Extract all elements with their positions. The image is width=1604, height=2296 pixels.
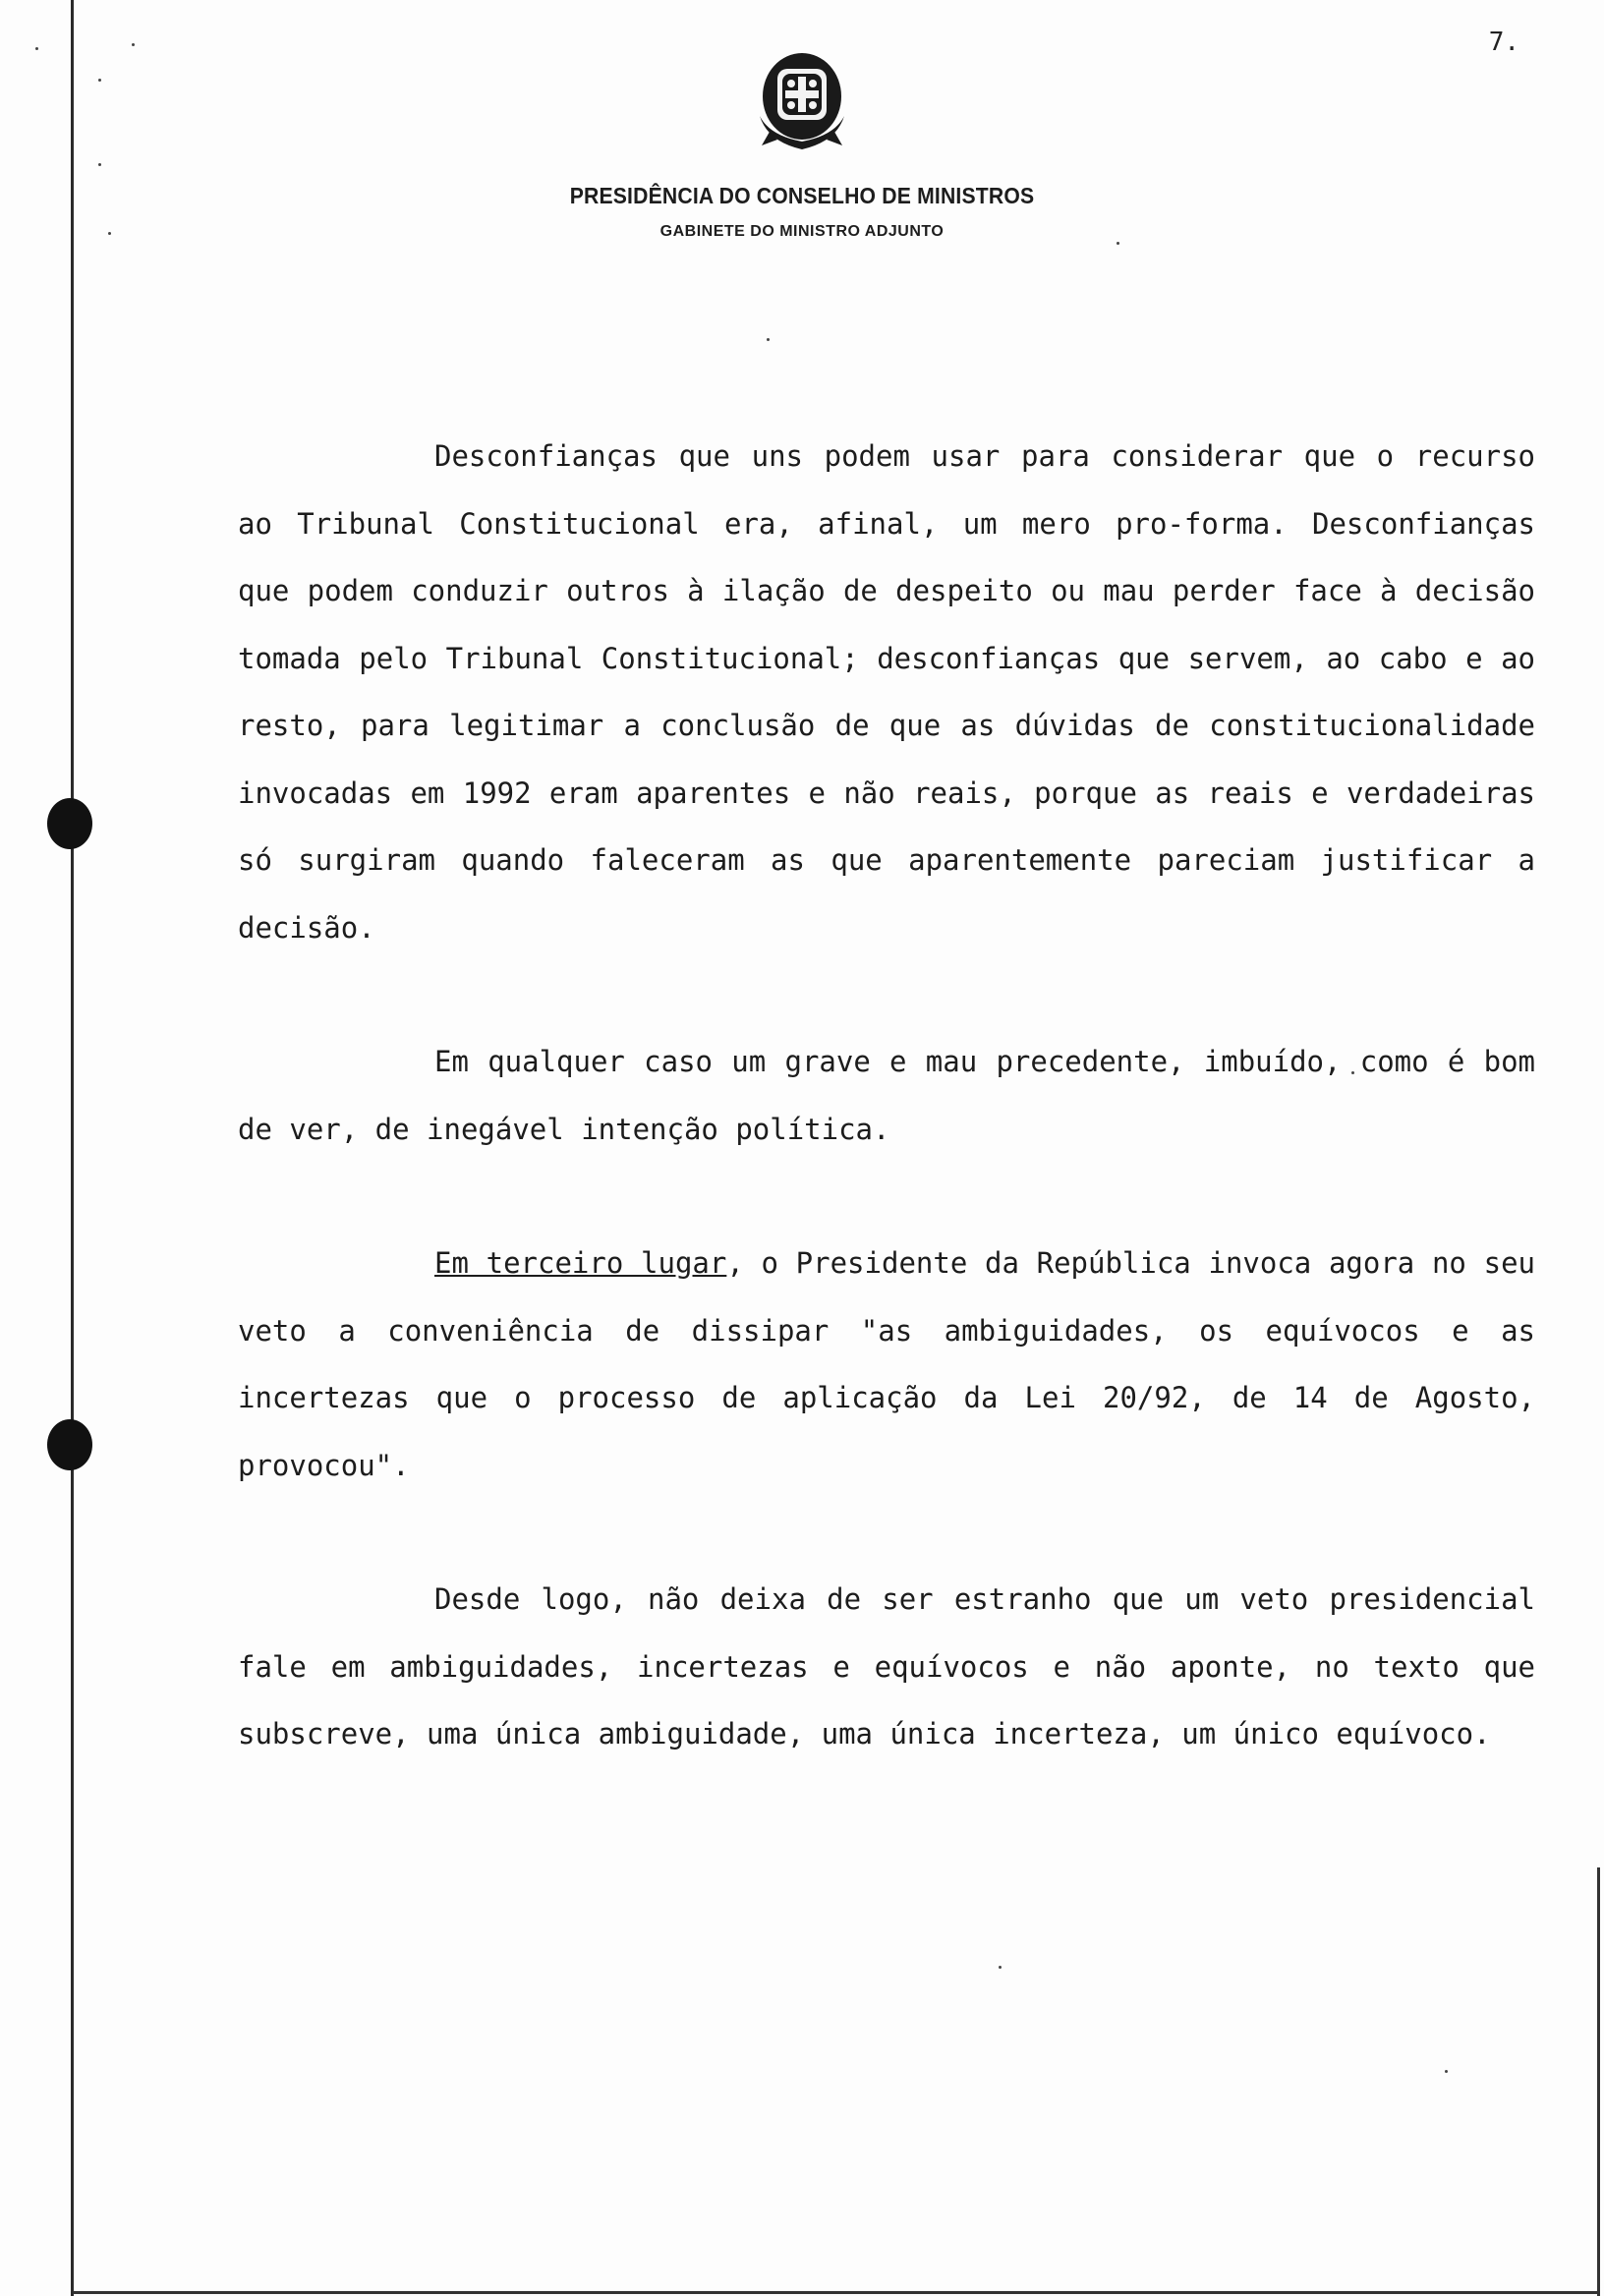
letterhead xyxy=(0,47,1604,241)
paragraph-text: Desde logo, não deixa de ser estranho que um veto presidencial fale em ambiguidades, incertezas e equívocos e não aponte, no texto que subscreve, uma única ambiguidade, uma única incerteza, um único equívoco. xyxy=(238,1582,1535,1751)
scan-speck xyxy=(132,43,135,46)
paragraph-2 xyxy=(238,1028,1535,1163)
scan-speck xyxy=(1445,2070,1448,2073)
paragraph-4 xyxy=(238,1566,1535,1768)
paragraph-text: Em qualquer caso um grave e mau precedente, imbuído, como é bom de ver, de inegável intenção política. xyxy=(238,1045,1535,1146)
page-number: 7. xyxy=(1488,28,1519,57)
scan-speck xyxy=(767,338,770,341)
scan-border-right xyxy=(1597,1867,1600,2296)
office-name: GABINETE DO MINISTRO ADJUNTO xyxy=(659,223,945,240)
scan-border-left xyxy=(71,0,74,2296)
paragraph-1 xyxy=(238,423,1535,961)
coat-of-arms-icon xyxy=(748,47,856,157)
paragraph-3 xyxy=(238,1230,1535,1499)
underlined-lead: Em terceiro lugar xyxy=(434,1246,727,1280)
paragraph-text: , o Presidente da República invoca agora no seu veto a conveniência de dissipar "as ambiguidades, os equívocos e as incertezas que o processo de aplicação da Lei 20/92, de 14 de Agosto, provocou". xyxy=(238,1246,1535,1482)
scan-speck xyxy=(999,1966,1002,1969)
scan-speck xyxy=(1117,242,1119,245)
organization-name: PRESIDÊNCIA DO CONSELHO DE MINISTROS xyxy=(569,183,1035,208)
punch-hole-lower xyxy=(47,1419,92,1470)
document-body xyxy=(238,423,1535,1835)
paragraph-text: Desconfianças que uns podem usar para considerar que o recurso ao Tribunal Constitucional era, afinal, um mero pro-forma. Desconfianças que podem conduzir outros à ilação de despeito ou mau perder face à decisão tomada pelo Tribunal Constitucional; desconfianças que servem, ao cabo e ao resto, para legitimar a conclusão de que as dúvidas de constitucionalidade invocadas em 1992 eram aparentes e não reais, porque as reais e verdadeiras só surgiram quando faleceram as que aparentemente pareciam justificar a decisão. xyxy=(238,439,1535,945)
scan-border-bottom xyxy=(73,2291,1600,2294)
punch-hole-upper xyxy=(47,798,92,849)
